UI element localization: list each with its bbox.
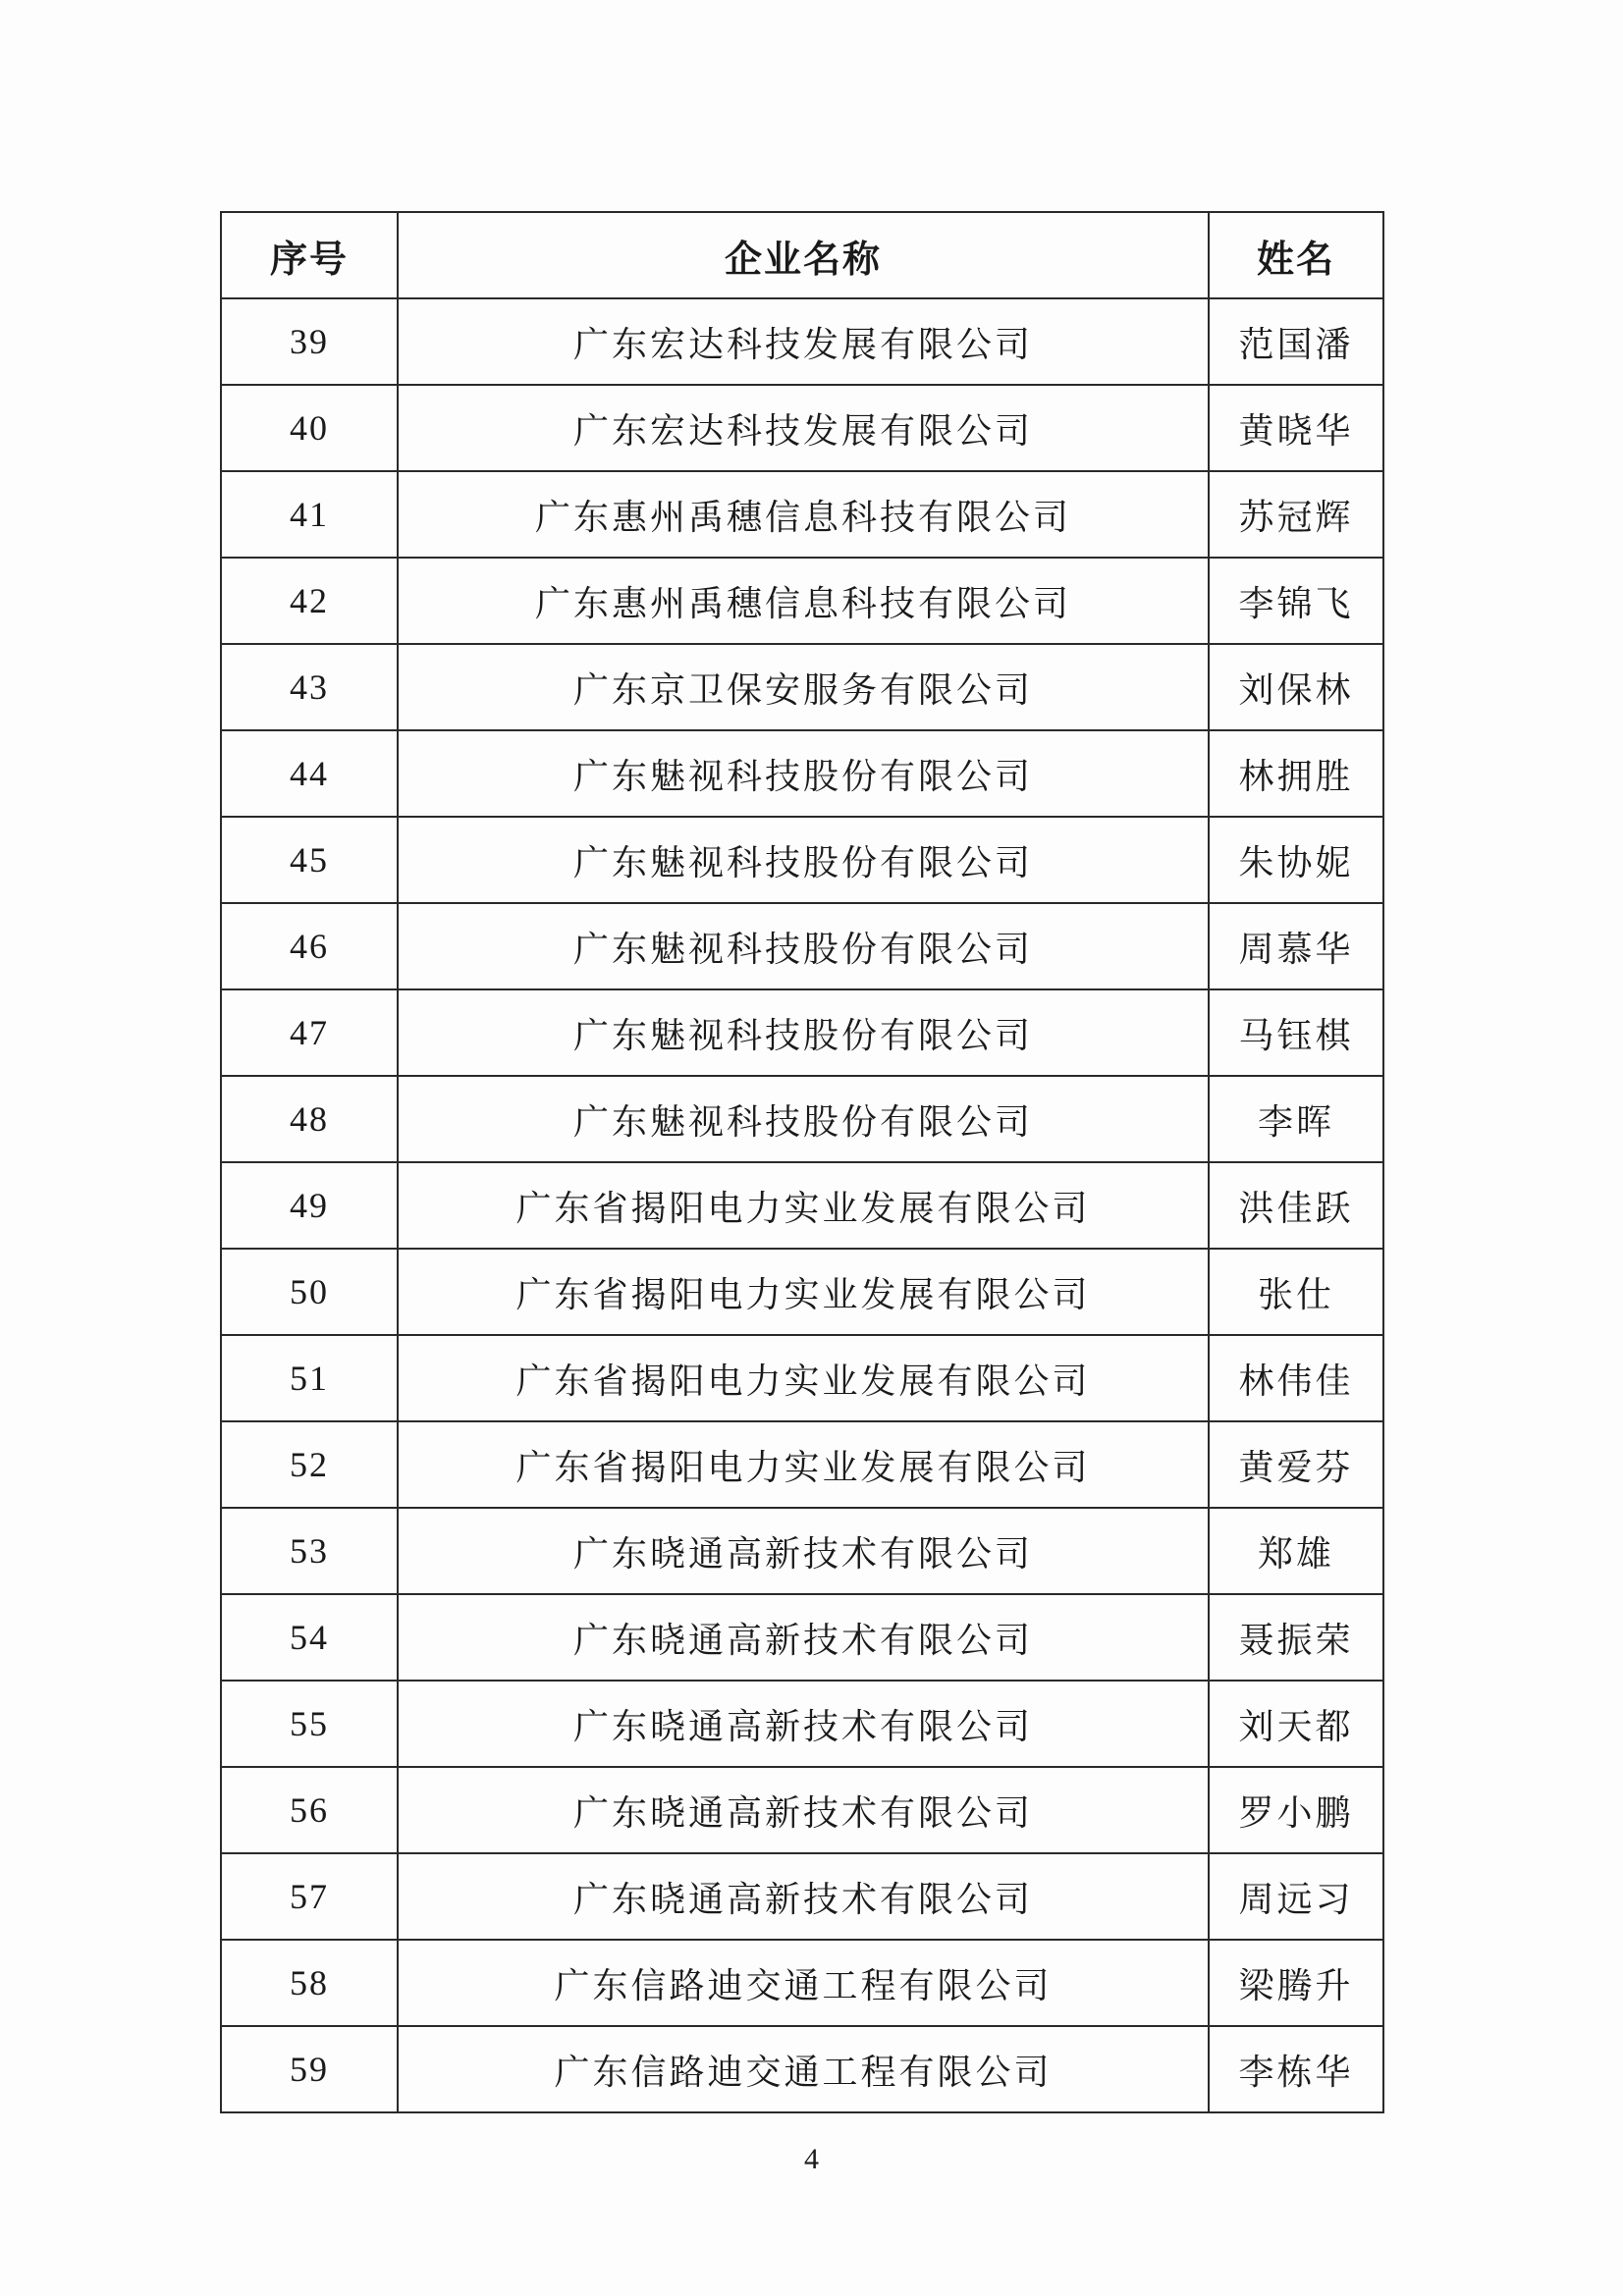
row-index: 57 bbox=[221, 1853, 398, 1940]
row-person-name: 马钰棋 bbox=[1209, 989, 1383, 1076]
row-company: 广东省揭阳电力实业发展有限公司 bbox=[398, 1162, 1209, 1249]
table-row bbox=[221, 1853, 1383, 1940]
table-row bbox=[221, 1162, 1383, 1249]
table-row bbox=[221, 298, 1383, 385]
row-person-name: 范国潘 bbox=[1209, 298, 1383, 385]
row-company: 广东晓通高新技术有限公司 bbox=[398, 1508, 1209, 1594]
row-person-name: 周慕华 bbox=[1209, 903, 1383, 989]
row-person-name: 李晖 bbox=[1209, 1076, 1383, 1162]
row-index: 52 bbox=[221, 1421, 398, 1508]
row-index: 53 bbox=[221, 1508, 398, 1594]
row-index: 43 bbox=[221, 644, 398, 730]
row-index: 51 bbox=[221, 1335, 398, 1421]
row-company: 广东信路迪交通工程有限公司 bbox=[398, 2026, 1209, 2112]
row-company: 广东晓通高新技术有限公司 bbox=[398, 1594, 1209, 1681]
row-company: 广东惠州禹穗信息科技有限公司 bbox=[398, 471, 1209, 558]
table-row bbox=[221, 471, 1383, 558]
table-row bbox=[221, 1594, 1383, 1681]
row-index: 44 bbox=[221, 730, 398, 817]
row-company: 广东晓通高新技术有限公司 bbox=[398, 1767, 1209, 1853]
table-row bbox=[221, 2026, 1383, 2112]
row-person-name: 罗小鹏 bbox=[1209, 1767, 1383, 1853]
row-index: 41 bbox=[221, 471, 398, 558]
table-row bbox=[221, 385, 1383, 471]
row-company: 广东魅视科技股份有限公司 bbox=[398, 903, 1209, 989]
row-company: 广东魅视科技股份有限公司 bbox=[398, 817, 1209, 903]
row-company: 广东宏达科技发展有限公司 bbox=[398, 298, 1209, 385]
row-index: 45 bbox=[221, 817, 398, 903]
table-row bbox=[221, 1421, 1383, 1508]
row-person-name: 刘保林 bbox=[1209, 644, 1383, 730]
row-company: 广东信路迪交通工程有限公司 bbox=[398, 1940, 1209, 2026]
row-company: 广东宏达科技发展有限公司 bbox=[398, 385, 1209, 471]
row-person-name: 李栋华 bbox=[1209, 2026, 1383, 2112]
table-row bbox=[221, 1940, 1383, 2026]
row-index: 55 bbox=[221, 1681, 398, 1767]
row-person-name: 洪佳跃 bbox=[1209, 1162, 1383, 1249]
row-company: 广东省揭阳电力实业发展有限公司 bbox=[398, 1249, 1209, 1335]
row-person-name: 黄爱芬 bbox=[1209, 1421, 1383, 1508]
table-header-row bbox=[221, 212, 1383, 298]
row-index: 40 bbox=[221, 385, 398, 471]
row-person-name: 刘天都 bbox=[1209, 1681, 1383, 1767]
table-row bbox=[221, 1767, 1383, 1853]
row-person-name: 张仕 bbox=[1209, 1249, 1383, 1335]
header-name: 姓名 bbox=[1209, 212, 1383, 298]
personnel-table bbox=[220, 211, 1384, 2113]
row-company: 广东京卫保安服务有限公司 bbox=[398, 644, 1209, 730]
row-index: 50 bbox=[221, 1249, 398, 1335]
table-row bbox=[221, 730, 1383, 817]
row-index: 59 bbox=[221, 2026, 398, 2112]
table-row bbox=[221, 903, 1383, 989]
row-person-name: 聂振荣 bbox=[1209, 1594, 1383, 1681]
row-company: 广东晓通高新技术有限公司 bbox=[398, 1853, 1209, 1940]
page-number: 4 bbox=[804, 2143, 819, 2175]
row-index: 46 bbox=[221, 903, 398, 989]
row-person-name: 李锦飞 bbox=[1209, 558, 1383, 644]
row-index: 49 bbox=[221, 1162, 398, 1249]
row-company: 广东晓通高新技术有限公司 bbox=[398, 1681, 1209, 1767]
row-person-name: 黄晓华 bbox=[1209, 385, 1383, 471]
header-company: 企业名称 bbox=[398, 212, 1209, 298]
row-index: 54 bbox=[221, 1594, 398, 1681]
row-person-name: 周远习 bbox=[1209, 1853, 1383, 1940]
row-company: 广东惠州禹穗信息科技有限公司 bbox=[398, 558, 1209, 644]
row-person-name: 郑雄 bbox=[1209, 1508, 1383, 1594]
row-index: 56 bbox=[221, 1767, 398, 1853]
table-row bbox=[221, 644, 1383, 730]
row-index: 48 bbox=[221, 1076, 398, 1162]
row-person-name: 林拥胜 bbox=[1209, 730, 1383, 817]
row-company: 广东魅视科技股份有限公司 bbox=[398, 730, 1209, 817]
table-row bbox=[221, 989, 1383, 1076]
row-index: 47 bbox=[221, 989, 398, 1076]
row-person-name: 梁腾升 bbox=[1209, 1940, 1383, 2026]
row-person-name: 林伟佳 bbox=[1209, 1335, 1383, 1421]
table-row bbox=[221, 1249, 1383, 1335]
header-index: 序号 bbox=[221, 212, 398, 298]
table-row bbox=[221, 817, 1383, 903]
row-index: 39 bbox=[221, 298, 398, 385]
row-company: 广东魅视科技股份有限公司 bbox=[398, 989, 1209, 1076]
table-row bbox=[221, 1681, 1383, 1767]
table-row bbox=[221, 1076, 1383, 1162]
table-row bbox=[221, 1508, 1383, 1594]
row-index: 58 bbox=[221, 1940, 398, 2026]
row-person-name: 苏冠辉 bbox=[1209, 471, 1383, 558]
table-row bbox=[221, 558, 1383, 644]
row-company: 广东省揭阳电力实业发展有限公司 bbox=[398, 1335, 1209, 1421]
row-index: 42 bbox=[221, 558, 398, 644]
row-company: 广东省揭阳电力实业发展有限公司 bbox=[398, 1421, 1209, 1508]
row-person-name: 朱协妮 bbox=[1209, 817, 1383, 903]
table-row bbox=[221, 1335, 1383, 1421]
row-company: 广东魅视科技股份有限公司 bbox=[398, 1076, 1209, 1162]
